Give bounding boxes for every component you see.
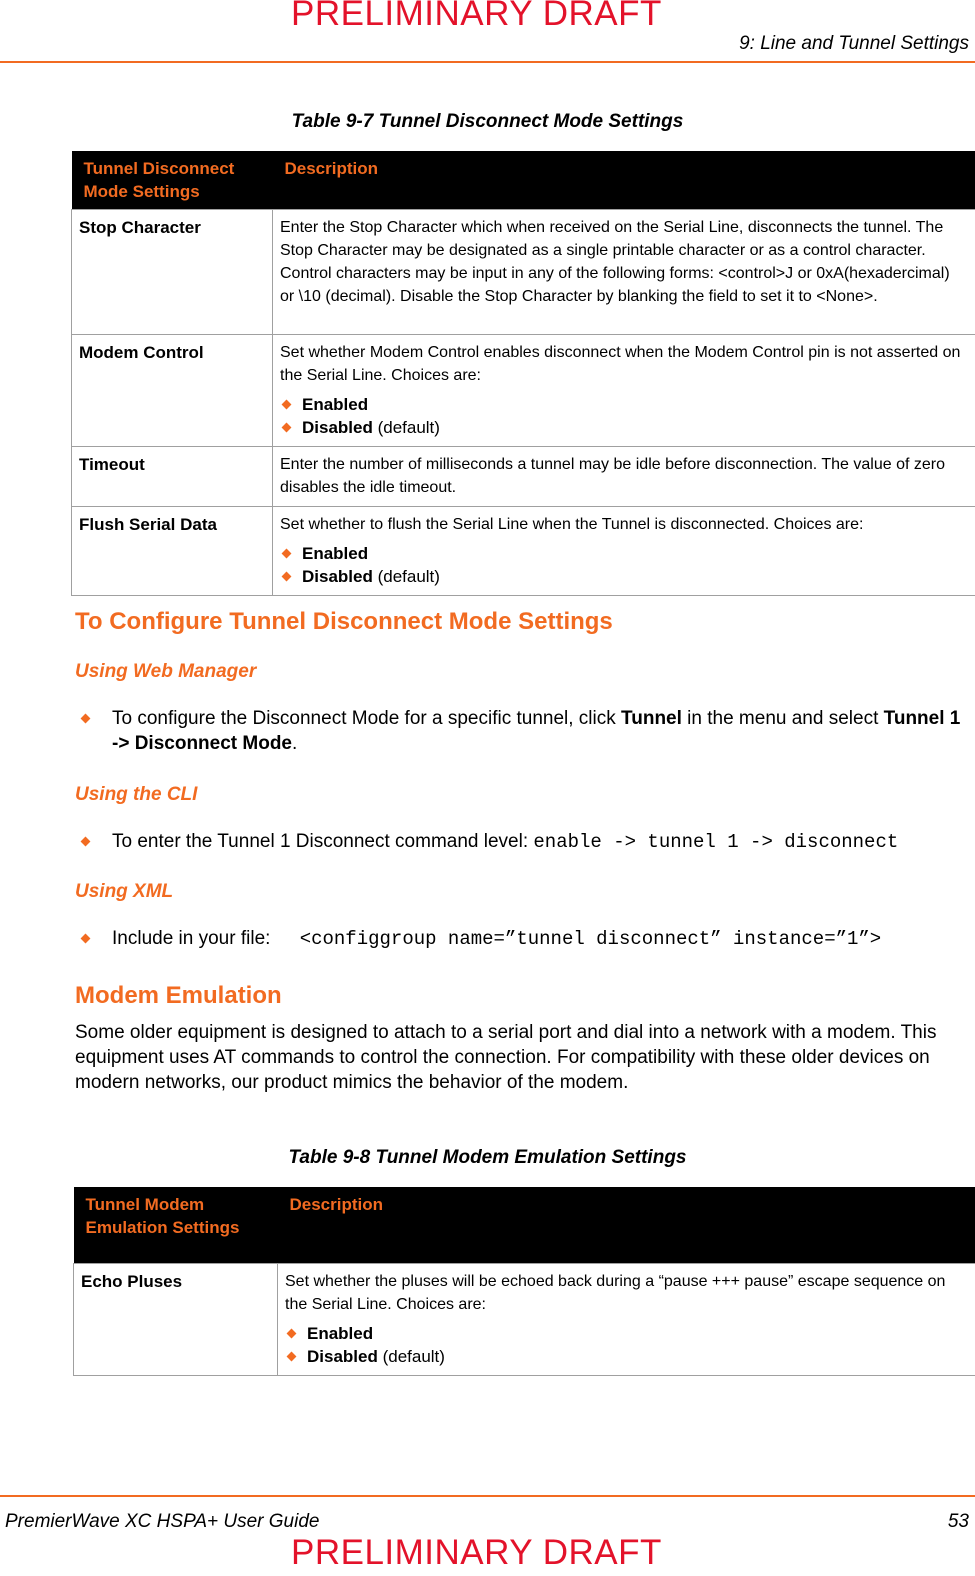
- chapter-header: 9: Line and Tunnel Settings: [739, 33, 969, 54]
- row-description-cell: [273, 335, 975, 447]
- choice-disabled: Disabled: [307, 1346, 378, 1366]
- xml-code: <configgroup name=”tunnel disconnect” instance=”1”>: [299, 928, 882, 950]
- diamond-bullet-icon: [282, 549, 292, 559]
- list-item: [280, 416, 968, 439]
- footer-rule: [0, 1495, 975, 1497]
- row-description-cell: [273, 507, 975, 596]
- choice-disabled: Disabled: [302, 567, 373, 586]
- table-row: [74, 1263, 975, 1375]
- table2-header-description: Description: [278, 1187, 975, 1263]
- row-description: Set whether to flush the Serial Line when the Tunnel is disconnected. Choices are:: [280, 516, 864, 533]
- choice-enabled: Enabled: [302, 544, 369, 563]
- table-row: [72, 210, 975, 335]
- table2-caption: Table 9-8 Tunnel Modem Emulation Settings: [288, 1147, 687, 1168]
- instruction-text: Include in your file:: [112, 928, 276, 949]
- row-description: Set whether Modem Control enables disconnect when the Modem Control pin is not asserted on the Serial Line. Choices are:: [280, 344, 961, 384]
- table1-header-description: Description: [273, 151, 975, 210]
- row-name: Echo Pluses: [74, 1263, 278, 1375]
- row-name: Timeout: [72, 447, 273, 507]
- table1-header-settings: Tunnel Disconnect Mode Settings: [72, 151, 273, 210]
- table-row: [72, 507, 975, 596]
- cli-instruction: [75, 829, 970, 855]
- modem-emulation-body: Some older equipment is designed to attach to a serial port and dial into a network with a modem. This equipment uses AT commands to control the connection. For compatibility with these older devices on modern networks, our product mimics the behavior of the modem.: [75, 1022, 937, 1093]
- xml-instruction: [75, 926, 970, 952]
- web-manager-instruction: [75, 706, 970, 756]
- row-description: Enter the Stop Character which when received on the Serial Line, disconnects the tunnel. The Stop Character may be designated as a single printable character or as a control character. Control characters may be input in any of the following forms: <control>J or 0xA(hexadercimal) or \10 (decimal). Disable the Stop Character by blanking the field to set it to <None>.: [273, 210, 975, 335]
- table2-header-settings: Tunnel Modem Emulation Settings: [74, 1187, 278, 1263]
- disconnect-mode-table: [71, 151, 975, 596]
- table-row: [72, 335, 975, 447]
- section-title-modem-emulation: Modem Emulation: [75, 982, 282, 1009]
- cli-command: enable -> tunnel 1 -> disconnect: [533, 831, 899, 853]
- section-title-configure: To Configure Tunnel Disconnect Mode Settings: [75, 608, 613, 635]
- list-item: [280, 393, 968, 416]
- header-rule: [0, 61, 975, 63]
- heading-xml: Using XML: [75, 881, 174, 902]
- diamond-bullet-icon: [282, 423, 292, 433]
- heading-cli: Using the CLI: [75, 784, 198, 805]
- row-description: Set whether the pluses will be echoed back during a “pause +++ pause” escape sequence on the Serial Line. Choices are:: [285, 1272, 946, 1313]
- page-number: 53: [947, 1511, 969, 1532]
- row-name: Stop Character: [72, 210, 273, 335]
- watermark-bottom: PRELIMINARY DRAFT: [291, 1533, 662, 1572]
- modem-emulation-table: [73, 1187, 975, 1376]
- row-description-cell: [278, 1263, 975, 1375]
- choices-list: [285, 1322, 968, 1368]
- choice-disabled: Disabled: [302, 418, 373, 437]
- default-note: (default): [377, 1346, 445, 1366]
- list-item: [280, 565, 968, 588]
- choices-list: [280, 542, 968, 588]
- list-item: [280, 542, 968, 565]
- row-name: Modem Control: [72, 335, 273, 447]
- menu-tunnel: Tunnel: [621, 708, 682, 729]
- default-note: (default): [372, 567, 440, 586]
- guide-title: PremierWave XC HSPA+ User Guide: [5, 1511, 320, 1532]
- instruction-text: in the menu and select: [681, 708, 884, 729]
- list-item: [285, 1322, 968, 1345]
- row-name: Flush Serial Data: [72, 507, 273, 596]
- list-item: [285, 1345, 968, 1368]
- table1-caption: Table 9-7 Tunnel Disconnect Mode Settings: [291, 111, 684, 132]
- table-row: [72, 447, 975, 507]
- menu-path: Tunnel 1 -> Disconnect Mode: [112, 708, 961, 754]
- row-description: Enter the number of milliseconds a tunnel may be idle before disconnection. The value of zero disables the idle timeout.: [273, 447, 975, 507]
- diamond-bullet-icon: [287, 1351, 297, 1361]
- default-note: (default): [372, 418, 440, 437]
- diamond-bullet-icon: [287, 1328, 297, 1338]
- instruction-text: To enter the Tunnel 1 Disconnect command level:: [112, 831, 534, 852]
- diamond-bullet-icon: [282, 400, 292, 410]
- instruction-text: .: [292, 733, 298, 754]
- choice-enabled: Enabled: [307, 1323, 374, 1343]
- instruction-text: To configure the Disconnect Mode for a specific tunnel, click: [112, 708, 622, 729]
- watermark-top: PRELIMINARY DRAFT: [291, 0, 662, 33]
- diamond-bullet-icon: [282, 572, 292, 582]
- choice-enabled: Enabled: [302, 395, 369, 414]
- heading-web-manager: Using Web Manager: [75, 661, 257, 682]
- choices-list: [280, 393, 968, 439]
